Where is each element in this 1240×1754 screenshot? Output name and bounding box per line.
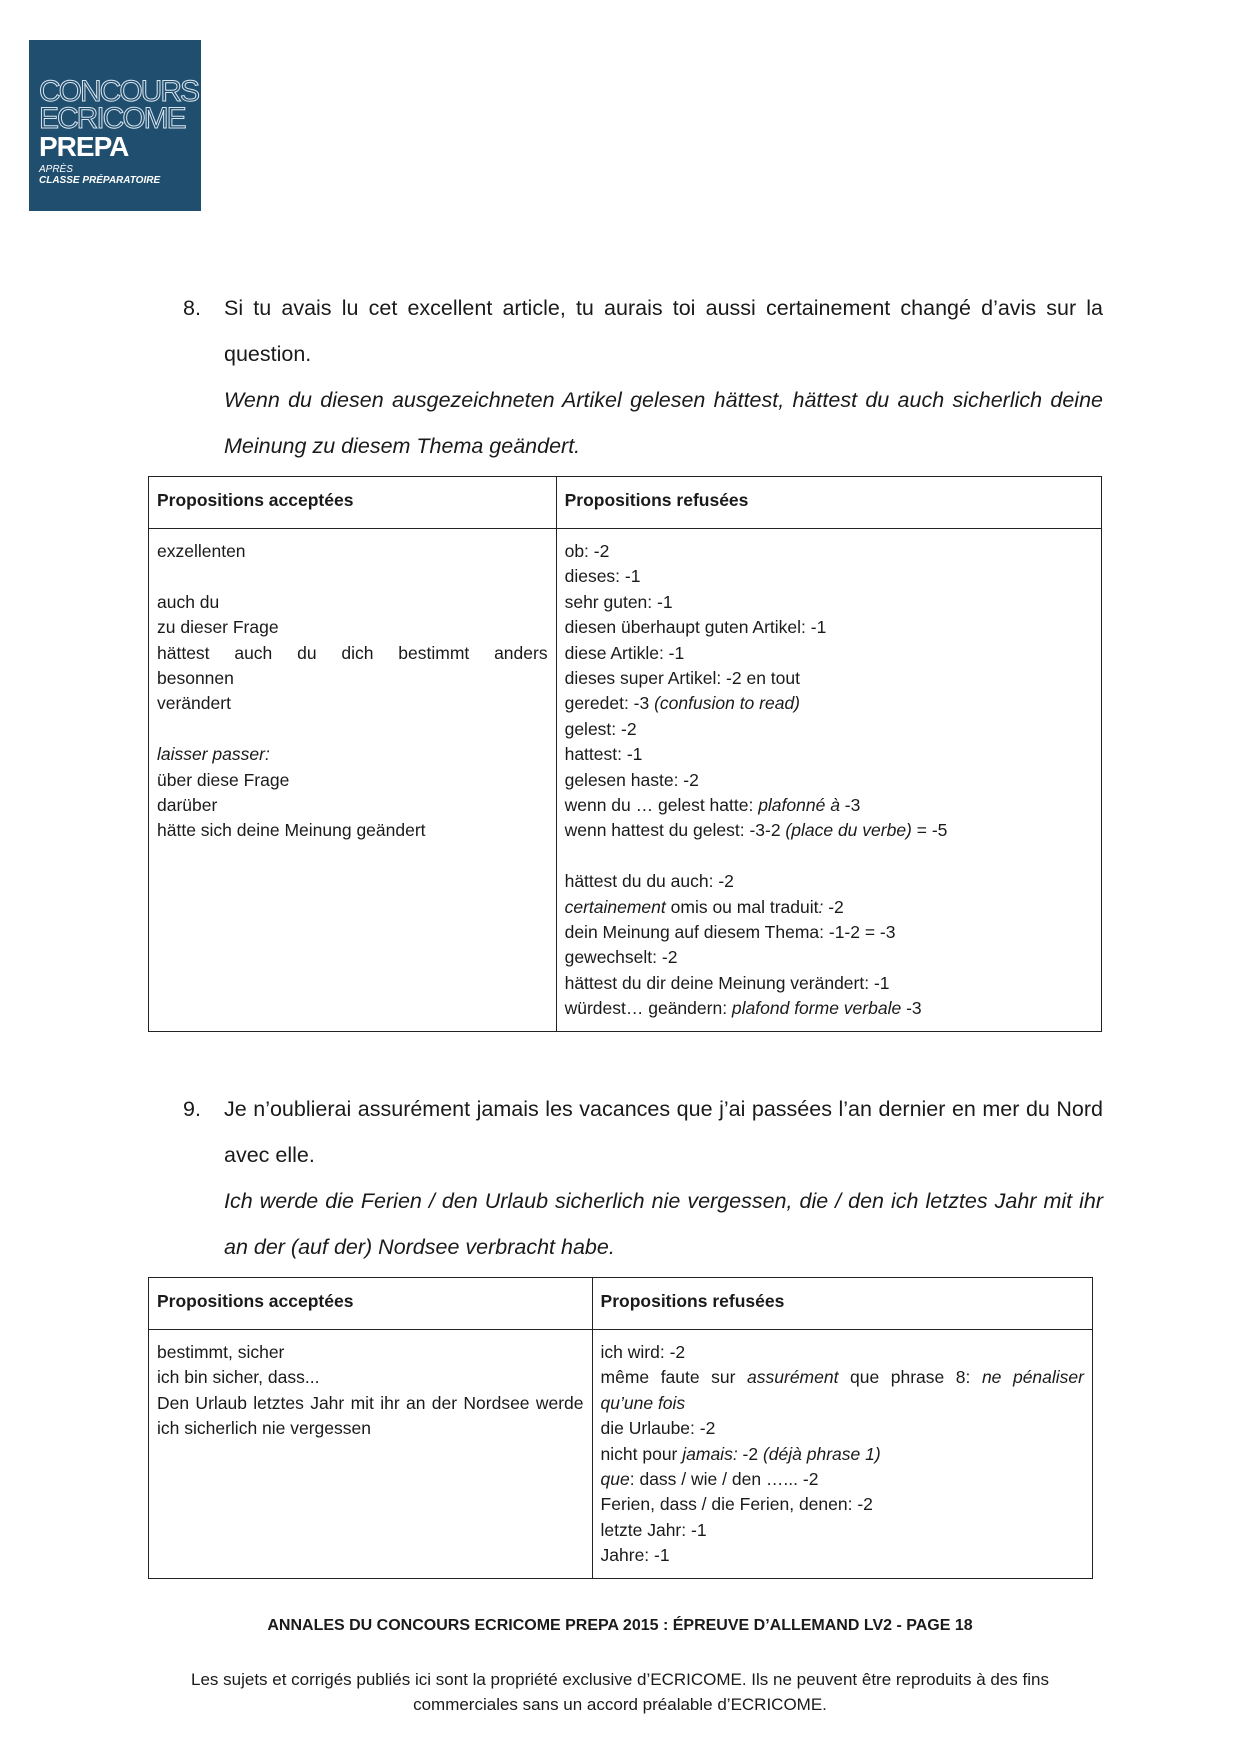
list-item: besonnen <box>157 668 234 689</box>
accepted-cell <box>149 529 557 1032</box>
footer-title: ANNALES DU CONCOURS ECRICOME PREPA 2015 : ÉPREUVE D’ALLEMAND LV2 - PAGE 18 <box>267 1617 973 1634</box>
table-body-row <box>149 529 1102 1032</box>
ecricome-logo <box>29 40 201 211</box>
header-refused: Propositions refusées <box>592 1278 1092 1330</box>
italic-note: laisser passer: <box>157 744 270 765</box>
french-sentence: Si tu avais lu cet excellent article, tu aurais toi aussi certainement changé d’avis sur la question. <box>224 296 1103 366</box>
question-number: 9. <box>183 1097 201 1121</box>
list-item: ob: -2 <box>564 541 610 561</box>
list-item: sehr guten: -1 <box>564 591 673 612</box>
german-translation: Ich werde die Ferien / den Urlaub sicherlich nie vergessen, die / den ich letztes Jahr mit ihr an der (auf der) Nordsee verbracht habe. <box>224 1189 1103 1259</box>
table-header-row <box>149 477 1102 529</box>
logo-line-ecricome: ECRICOME <box>39 102 185 135</box>
header-accepted: Propositions acceptées <box>149 1278 593 1330</box>
list-item: hättest du dir deine Meinung verändert: -1 <box>564 972 890 993</box>
accepted-cell <box>149 1330 593 1579</box>
list-item: zu dieser Frage <box>157 617 279 638</box>
spacer <box>157 564 548 589</box>
header-accepted: Propositions acceptées <box>149 477 557 529</box>
list-item: geredet: -3 (confusion to read) <box>564 693 801 714</box>
list-item: dieses: -1 <box>564 566 641 587</box>
list-item: würdest… geändern: plafond forme verbale -3 <box>564 998 922 1019</box>
logo-line-concours: CONCOURS <box>39 75 199 108</box>
list-item <box>157 742 548 767</box>
list-item: ich wird: -2 <box>600 1342 686 1362</box>
list-item: dein Meinung auf diesem Thema: -1-2 = -3 <box>564 922 896 943</box>
french-sentence: Je n’oublierai assurément jamais les vacances que j’ai passées l’an dernier en mer du Nord avec elle. <box>224 1097 1103 1167</box>
list-item: gelest: -2 <box>564 718 637 739</box>
list-item: gelesen haste: -2 <box>564 769 699 790</box>
list-item: même faute sur assurément que phrase 8: ne pénaliser qu’une fois <box>600 1367 1084 1413</box>
list-item: verändert <box>157 693 231 714</box>
table-body-row <box>149 1330 1093 1579</box>
table-q9 <box>148 1277 1093 1579</box>
table-q8 <box>148 476 1102 1032</box>
list-item: hätte sich deine Meinung geändert <box>157 820 426 841</box>
logo-line-classe: CLASSE PRÉPARATOIRE <box>39 175 161 186</box>
list-item: hattest: -1 <box>564 744 643 765</box>
list-item: darüber <box>157 795 218 816</box>
list-item: bestimmt, sicher <box>157 1342 285 1362</box>
spacer <box>565 844 1093 869</box>
refused-cell <box>556 529 1101 1032</box>
list-item: diesen überhaupt guten Artikel: -1 <box>564 617 827 638</box>
list-item: Ferien, dass / die Ferien, denen: -2 <box>600 1494 873 1515</box>
list-item: die Urlaube: -2 <box>600 1418 716 1439</box>
list-item: hättest du du auch: -2 <box>564 871 734 892</box>
list-item: gewechselt: -2 <box>564 947 678 968</box>
list-item: auch du <box>157 591 220 612</box>
list-item: exzellenten <box>157 541 246 561</box>
list-item: que: dass / wie / den …... -2 <box>600 1469 819 1490</box>
list-item: letzte Jahr: -1 <box>600 1519 707 1540</box>
list-item: dieses super Artikel: -2 en tout <box>564 668 800 689</box>
list-item: diese Artikle: -1 <box>564 642 685 663</box>
spacer <box>157 717 548 742</box>
logo-line-apres: APRÈS <box>39 164 73 175</box>
table-header-row <box>149 1278 1093 1330</box>
list-item: ich bin sicher, dass... <box>157 1367 320 1388</box>
question-8 <box>183 285 1103 469</box>
list-item: wenn hattest du gelest: -3-2 (place du verbe) = -5 <box>564 820 948 841</box>
list-item: nicht pour jamais: -2 (déjà phrase 1) <box>600 1443 881 1464</box>
list-item: certainement omis ou mal traduit: -2 <box>564 896 844 917</box>
header-refused: Propositions refusées <box>556 477 1101 529</box>
list-item: hättest auch du dich bestimmt anders <box>157 642 548 663</box>
list-item: Den Urlaub letztes Jahr mit ihr an der Nordsee werde ich sicherlich nie vergessen <box>157 1392 584 1439</box>
question-number: 8. <box>183 296 201 320</box>
refused-cell <box>592 1330 1092 1579</box>
question-9 <box>183 1086 1103 1270</box>
list-item: über diese Frage <box>157 769 290 790</box>
list-item: Jahre: -1 <box>600 1545 670 1566</box>
logo-line-prepa: PREPA <box>39 131 129 162</box>
german-translation: Wenn du diesen ausgezeichneten Artikel gelesen hättest, hättest du auch sicherlich deine Meinung zu diesem Thema geändert. <box>224 388 1103 458</box>
question-body <box>224 1086 1103 1270</box>
footer-legal: Les sujets et corrigés publiés ici sont la propriété exclusive d’ECRICOME. Ils ne peuvent être reproduits à des fins commerciales sans un accord préalable d’ECRICOME. <box>191 1670 1049 1714</box>
question-body <box>224 285 1103 469</box>
list-item: wenn du … gelest hatte: plafonné à -3 <box>564 795 861 816</box>
